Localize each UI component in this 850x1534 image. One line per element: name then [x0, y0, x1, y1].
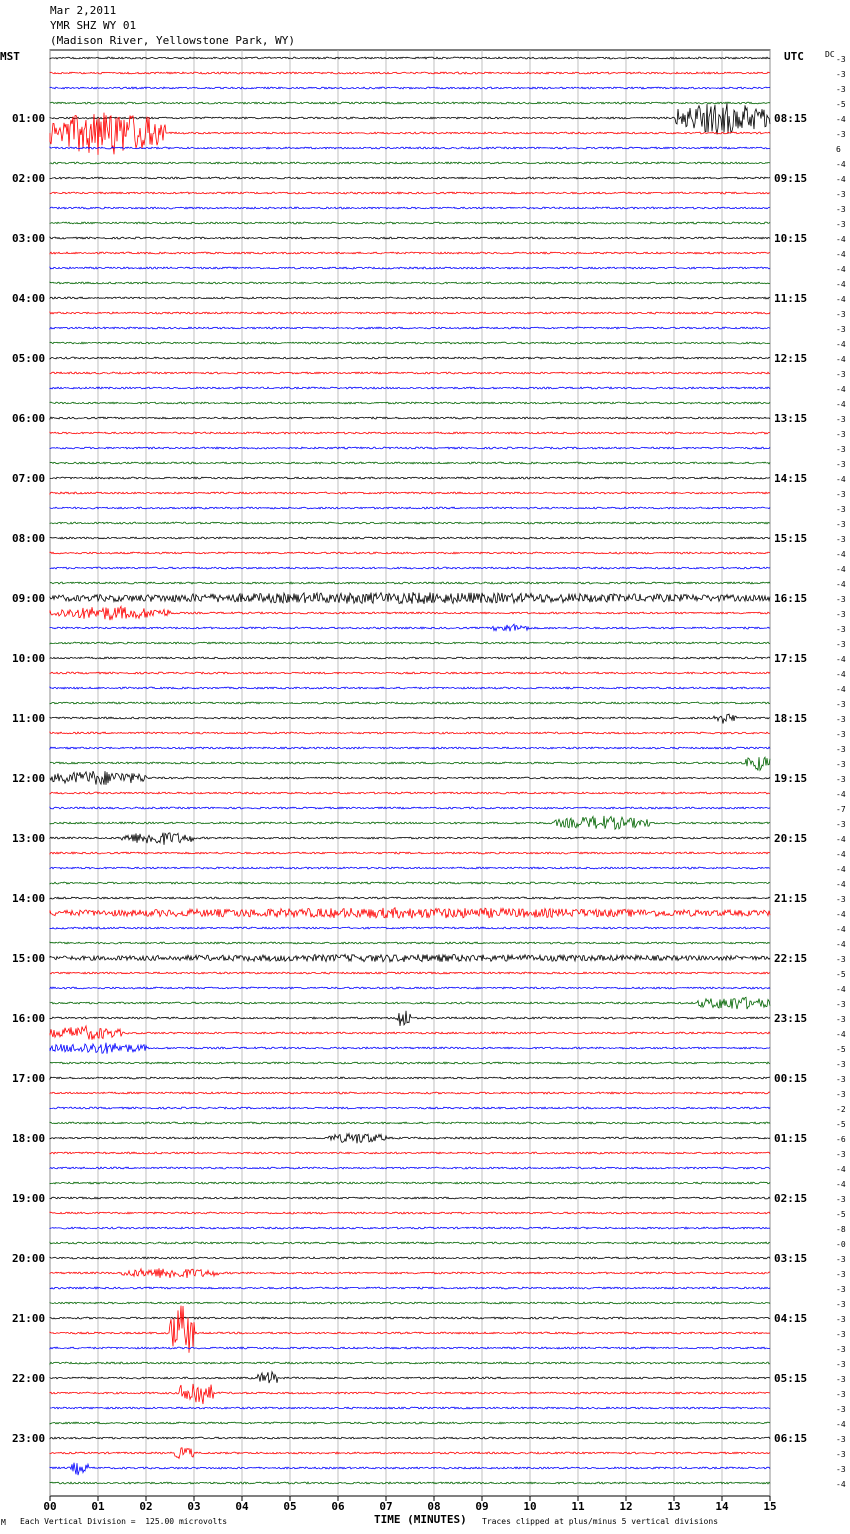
- dc-offset-label: -4: [836, 1480, 846, 1489]
- left-hour-label: 09:00: [12, 592, 46, 605]
- x-tick-label: 10: [523, 1500, 537, 1513]
- trace-line: [50, 1384, 770, 1404]
- dc-offset-label: -4: [836, 1420, 846, 1429]
- right-timezone-label: UTC: [784, 50, 804, 63]
- trace-line: [50, 1062, 770, 1064]
- x-tick-label: 12: [619, 1500, 633, 1513]
- dc-offset-label: -3: [836, 1360, 846, 1369]
- right-hour-label: 19:15: [774, 772, 808, 785]
- trace-line: [50, 1448, 770, 1459]
- trace-line: [50, 72, 770, 74]
- dc-offset-label: -3: [836, 595, 846, 604]
- trace-line: [50, 1182, 770, 1184]
- dc-offset-label: -3: [836, 310, 846, 319]
- trace-line: [50, 312, 770, 314]
- trace-line: [50, 1422, 770, 1424]
- dc-offset-label: -3: [836, 715, 846, 724]
- dc-offset-label: -3: [836, 1465, 846, 1474]
- trace-line: [50, 372, 770, 374]
- trace-line: [50, 447, 770, 449]
- right-hour-label: 17:15: [774, 652, 808, 665]
- trace-line: [50, 207, 770, 209]
- left-hour-label: 21:00: [12, 1312, 46, 1325]
- trace-line: [50, 507, 770, 509]
- trace-line: [50, 1347, 770, 1349]
- right-hour-label: 22:15: [774, 952, 808, 965]
- x-tick-label: 02: [139, 1500, 153, 1513]
- right-hour-label: 05:15: [774, 1372, 808, 1385]
- trace-line: [50, 1092, 770, 1094]
- trace-line: [50, 1287, 770, 1289]
- dc-offset-label: -4: [836, 835, 846, 844]
- dc-offset-label: -0: [836, 1240, 846, 1249]
- trace-line: [50, 833, 770, 845]
- dc-offset-label: -3: [836, 625, 846, 634]
- trace-line: [50, 417, 770, 419]
- trace-line: [50, 177, 770, 179]
- trace-line: [50, 1197, 770, 1199]
- left-hour-label: 16:00: [12, 1012, 46, 1025]
- trace-line: [50, 757, 770, 770]
- x-tick-label: 06: [331, 1500, 345, 1513]
- right-hour-label: 00:15: [774, 1072, 808, 1085]
- trace-line: [50, 687, 770, 689]
- dc-offset-label: -3: [836, 520, 846, 529]
- right-hour-label: 21:15: [774, 892, 808, 905]
- trace-line: [50, 1134, 770, 1144]
- trace-line: [50, 927, 770, 929]
- left-hour-label: 02:00: [12, 172, 46, 185]
- right-hour-label: 18:15: [774, 712, 808, 725]
- trace-line: [50, 1212, 770, 1214]
- dc-offset-label: -3: [836, 1450, 846, 1459]
- dc-offset-label: -4: [836, 910, 846, 919]
- dc-offset-label: -3: [836, 1060, 846, 1069]
- dc-offset-label: -7: [836, 805, 846, 814]
- trace-line: [50, 1482, 770, 1484]
- trace-line: [50, 103, 770, 134]
- right-hour-label: 06:15: [774, 1432, 808, 1445]
- x-tick-label: 04: [235, 1500, 249, 1513]
- x-tick-label: 05: [283, 1500, 297, 1513]
- right-hour-label: 23:15: [774, 1012, 808, 1025]
- dc-offset-label: -3: [836, 1285, 846, 1294]
- right-hour-label: 20:15: [774, 832, 808, 845]
- dc-offset-label: -4: [836, 385, 846, 394]
- trace-line: [50, 624, 770, 631]
- trace-line: [50, 162, 770, 164]
- dc-offset-label: -4: [836, 250, 846, 259]
- left-hour-label: 07:00: [12, 472, 46, 485]
- trace-line: [50, 1437, 770, 1439]
- left-hour-label: 18:00: [12, 1132, 46, 1145]
- dc-offset-label: -4: [836, 790, 846, 799]
- trace-line: [50, 1107, 770, 1109]
- dc-offset-label: -4: [836, 400, 846, 409]
- dc-offset-label: -3: [836, 730, 846, 739]
- dc-offset-label: -4: [836, 880, 846, 889]
- trace-line: [50, 792, 770, 794]
- dc-offset-label: -3: [836, 370, 846, 379]
- x-tick-label: 15: [763, 1500, 777, 1513]
- dc-offset-label: -3: [836, 490, 846, 499]
- left-hour-label: 23:00: [12, 1432, 46, 1445]
- division-note: Each Vertical Division = 125.00 microvolts: [20, 1517, 228, 1526]
- right-hour-label: 08:15: [774, 112, 808, 125]
- left-hour-label: 13:00: [12, 832, 46, 845]
- left-hour-label: 04:00: [12, 292, 46, 305]
- dc-offset-label: -4: [836, 160, 846, 169]
- trace-line: [50, 1122, 770, 1124]
- x-tick-label: 07: [379, 1500, 393, 1513]
- right-hour-label: 12:15: [774, 352, 808, 365]
- left-hour-label: 11:00: [12, 712, 46, 725]
- dc-offset-label: -3: [836, 1150, 846, 1159]
- dc-offset-label: -3: [836, 1270, 846, 1279]
- right-hour-label: 14:15: [774, 472, 808, 485]
- right-hour-label: 03:15: [774, 1252, 808, 1265]
- dc-offset-label: -3: [836, 760, 846, 769]
- trace-line: [50, 592, 770, 604]
- dc-offset-label: -3: [836, 1345, 846, 1354]
- trace-line: [50, 537, 770, 539]
- trace-line: [50, 1152, 770, 1154]
- station-name: YMR SHZ WY 01: [50, 19, 137, 32]
- dc-offset-label: -3: [836, 85, 846, 94]
- trace-line: [50, 1407, 770, 1409]
- dc-offset-label: -4: [836, 685, 846, 694]
- x-tick-label: 03: [187, 1500, 201, 1513]
- trace-line: [50, 816, 770, 829]
- dc-offset-label: -8: [836, 1225, 846, 1234]
- right-hour-label: 16:15: [774, 592, 808, 605]
- trace-line: [50, 1043, 770, 1054]
- trace-line: [50, 732, 770, 734]
- left-hour-label: 12:00: [12, 772, 46, 785]
- trace-line: [50, 522, 770, 524]
- dc-offset-label: -3: [836, 1315, 846, 1324]
- trace-line: [50, 327, 770, 329]
- dc-offset-label: -3: [836, 55, 846, 64]
- left-hour-label: 08:00: [12, 532, 46, 545]
- trace-line: [50, 252, 770, 254]
- x-tick-label: 08: [427, 1500, 441, 1513]
- x-axis-label: TIME (MINUTES): [374, 1513, 467, 1526]
- dc-offset-label: -3: [836, 1390, 846, 1399]
- trace-line: [50, 908, 770, 919]
- dc-offset-label: -4: [836, 865, 846, 874]
- dc-offset-label: -5: [836, 1120, 846, 1129]
- dc-offset-label: -3: [836, 1435, 846, 1444]
- dc-offset-label: -4: [836, 940, 846, 949]
- dc-offset-label: -4: [836, 580, 846, 589]
- trace-line: [50, 357, 770, 359]
- dc-offset-label: -3: [836, 415, 846, 424]
- dc-label: DC: [825, 50, 835, 59]
- dc-offset-label: -5: [836, 100, 846, 109]
- trace-line: [50, 997, 770, 1009]
- trace-line: [50, 1077, 770, 1079]
- dc-offset-label: -4: [836, 235, 846, 244]
- left-hour-label: 10:00: [12, 652, 46, 665]
- trace-line: [50, 492, 770, 494]
- trace-line: [50, 462, 770, 464]
- right-hour-label: 10:15: [774, 232, 808, 245]
- right-hour-label: 01:15: [774, 1132, 808, 1145]
- trace-line: [50, 702, 770, 704]
- trace-line: [50, 852, 770, 854]
- trace-line: [50, 567, 770, 569]
- dc-offset-label: -3: [836, 700, 846, 709]
- dc-offset-label: -4: [836, 355, 846, 364]
- trace-line: [50, 1011, 770, 1026]
- dc-offset-label: -4: [836, 565, 846, 574]
- trace-line: [50, 387, 770, 389]
- dc-offset-label: -3: [836, 1375, 846, 1384]
- dc-offset-label: -5: [836, 1210, 846, 1219]
- trace-line: [50, 972, 770, 974]
- trace-line: [50, 1317, 770, 1319]
- dc-offset-label: -3: [836, 775, 846, 784]
- dc-offset-label: -3: [836, 610, 846, 619]
- dc-offset-label: -4: [836, 295, 846, 304]
- dc-offset-label: -3: [836, 220, 846, 229]
- dc-offset-label: -3: [836, 1000, 846, 1009]
- trace-line: [50, 1362, 770, 1364]
- dc-offset-label: -4: [836, 265, 846, 274]
- trace-line: [50, 237, 770, 239]
- trace-line: [50, 582, 770, 584]
- dc-offset-label: -3: [836, 1330, 846, 1339]
- dc-offset-label: -4: [836, 985, 846, 994]
- dc-offset-label: -4: [836, 475, 846, 484]
- trace-line: [50, 1302, 770, 1304]
- trace-line: [50, 1268, 770, 1278]
- left-hour-label: 17:00: [12, 1072, 46, 1085]
- trace-line: [50, 1242, 770, 1244]
- dc-offset-label: -3: [836, 1075, 846, 1084]
- trace-line: [50, 282, 770, 284]
- trace-line: [50, 267, 770, 269]
- dc-offset-label: -3: [836, 745, 846, 754]
- trace-line: [50, 1372, 770, 1383]
- trace-line: [50, 147, 770, 149]
- trace-line: [50, 1463, 770, 1475]
- dc-offset-label: -3: [836, 1405, 846, 1414]
- trace-line: [50, 102, 770, 104]
- dc-offset-label: -6: [836, 1135, 846, 1144]
- clip-note: Traces clipped at plus/minus 5 vertical divisions: [482, 1517, 719, 1526]
- x-tick-label: 09: [475, 1500, 489, 1513]
- trace-line: [50, 87, 770, 89]
- trace-line: [50, 552, 770, 554]
- left-timezone-label: MST: [0, 50, 20, 63]
- dc-offset-label: -3: [836, 430, 846, 439]
- x-tick-label: 00: [43, 1500, 57, 1513]
- dc-offset-label: -3: [836, 1090, 846, 1099]
- trace-line: [50, 57, 770, 59]
- trace-line: [50, 1026, 770, 1040]
- trace-line: [50, 297, 770, 299]
- left-hour-label: 22:00: [12, 1372, 46, 1385]
- dc-offset-label: -3: [836, 820, 846, 829]
- dc-offset-label: -3: [836, 190, 846, 199]
- right-hour-label: 02:15: [774, 1192, 808, 1205]
- trace-line: [50, 402, 770, 404]
- dc-offset-label: -4: [836, 550, 846, 559]
- trace-line: [50, 1167, 770, 1169]
- dc-offset-label: -4: [836, 175, 846, 184]
- dc-offset-label: -3: [836, 460, 846, 469]
- trace-line: [50, 432, 770, 434]
- dc-offset-label: -3: [836, 505, 846, 514]
- right-hour-label: 15:15: [774, 532, 808, 545]
- dc-offset-label: -4: [836, 655, 846, 664]
- trace-line: [50, 771, 770, 785]
- dc-offset-label: -3: [836, 640, 846, 649]
- left-hour-label: 06:00: [12, 412, 46, 425]
- trace-line: [50, 222, 770, 224]
- right-hour-label: 13:15: [774, 412, 808, 425]
- trace-line: [50, 642, 770, 644]
- dc-offset-label: -4: [836, 1165, 846, 1174]
- dc-offset-label: -3: [836, 955, 846, 964]
- trace-line: [50, 942, 770, 944]
- x-tick-label: 11: [571, 1500, 585, 1513]
- trace-line: [50, 1257, 770, 1259]
- trace-line: [50, 882, 770, 884]
- left-hour-label: 20:00: [12, 1252, 46, 1265]
- dc-offset-label: -4: [836, 340, 846, 349]
- dc-offset-label: 6: [836, 145, 841, 154]
- dc-offset-label: -4: [836, 670, 846, 679]
- dc-offset-label: -3: [836, 535, 846, 544]
- trace-line: [50, 477, 770, 479]
- x-tick-label: 01: [91, 1500, 105, 1513]
- dc-offset-label: -3: [836, 445, 846, 454]
- dc-offset-label: -3: [836, 70, 846, 79]
- left-hour-label: 05:00: [12, 352, 46, 365]
- dc-offset-label: -3: [836, 1015, 846, 1024]
- trace-line: [50, 1227, 770, 1229]
- trace-line: [50, 747, 770, 749]
- trace-line: [50, 672, 770, 674]
- x-tick-label: 14: [715, 1500, 729, 1513]
- right-hour-label: 11:15: [774, 292, 808, 305]
- dc-offset-label: -4: [836, 850, 846, 859]
- left-hour-label: 03:00: [12, 232, 46, 245]
- dc-offset-label: -3: [836, 1255, 846, 1264]
- left-hour-label: 19:00: [12, 1192, 46, 1205]
- dc-offset-label: -4: [836, 115, 846, 124]
- trace-line: [50, 1306, 770, 1353]
- trace-line: [50, 714, 770, 723]
- trace-line: [50, 954, 770, 962]
- trace-line: [50, 987, 770, 989]
- dc-offset-label: -4: [836, 1180, 846, 1189]
- dc-offset-label: -3: [836, 895, 846, 904]
- dc-offset-label: -3: [836, 130, 846, 139]
- dc-offset-label: -3: [836, 1300, 846, 1309]
- x-tick-label: 13: [667, 1500, 681, 1513]
- dc-offset-label: -3: [836, 1195, 846, 1204]
- station-location: (Madison River, Yellowstone Park, WY): [50, 34, 296, 47]
- dc-offset-label: -4: [836, 925, 846, 934]
- trace-line: [50, 342, 770, 344]
- dc-offset-label: -3: [836, 325, 846, 334]
- chart-date: Mar 2,2011: [50, 4, 117, 17]
- trace-line: [50, 657, 770, 659]
- dc-offset-label: -5: [836, 1045, 846, 1054]
- left-hour-label: 01:00: [12, 112, 46, 125]
- dc-offset-label: -4: [836, 1030, 846, 1039]
- right-hour-label: 09:15: [774, 172, 808, 185]
- right-hour-label: 04:15: [774, 1312, 808, 1325]
- trace-line: [50, 606, 770, 620]
- left-hour-label: 14:00: [12, 892, 46, 905]
- left-hour-label: 15:00: [12, 952, 46, 965]
- trace-line: [50, 867, 770, 869]
- dc-offset-label: -4: [836, 280, 846, 289]
- dc-offset-label: -2: [836, 1105, 846, 1114]
- dc-offset-label: -3: [836, 205, 846, 214]
- trace-line: [50, 897, 770, 899]
- trace-line: [50, 807, 770, 809]
- dc-offset-label: -5: [836, 970, 846, 979]
- corner-mark: M: [1, 1518, 6, 1527]
- trace-line: [50, 192, 770, 194]
